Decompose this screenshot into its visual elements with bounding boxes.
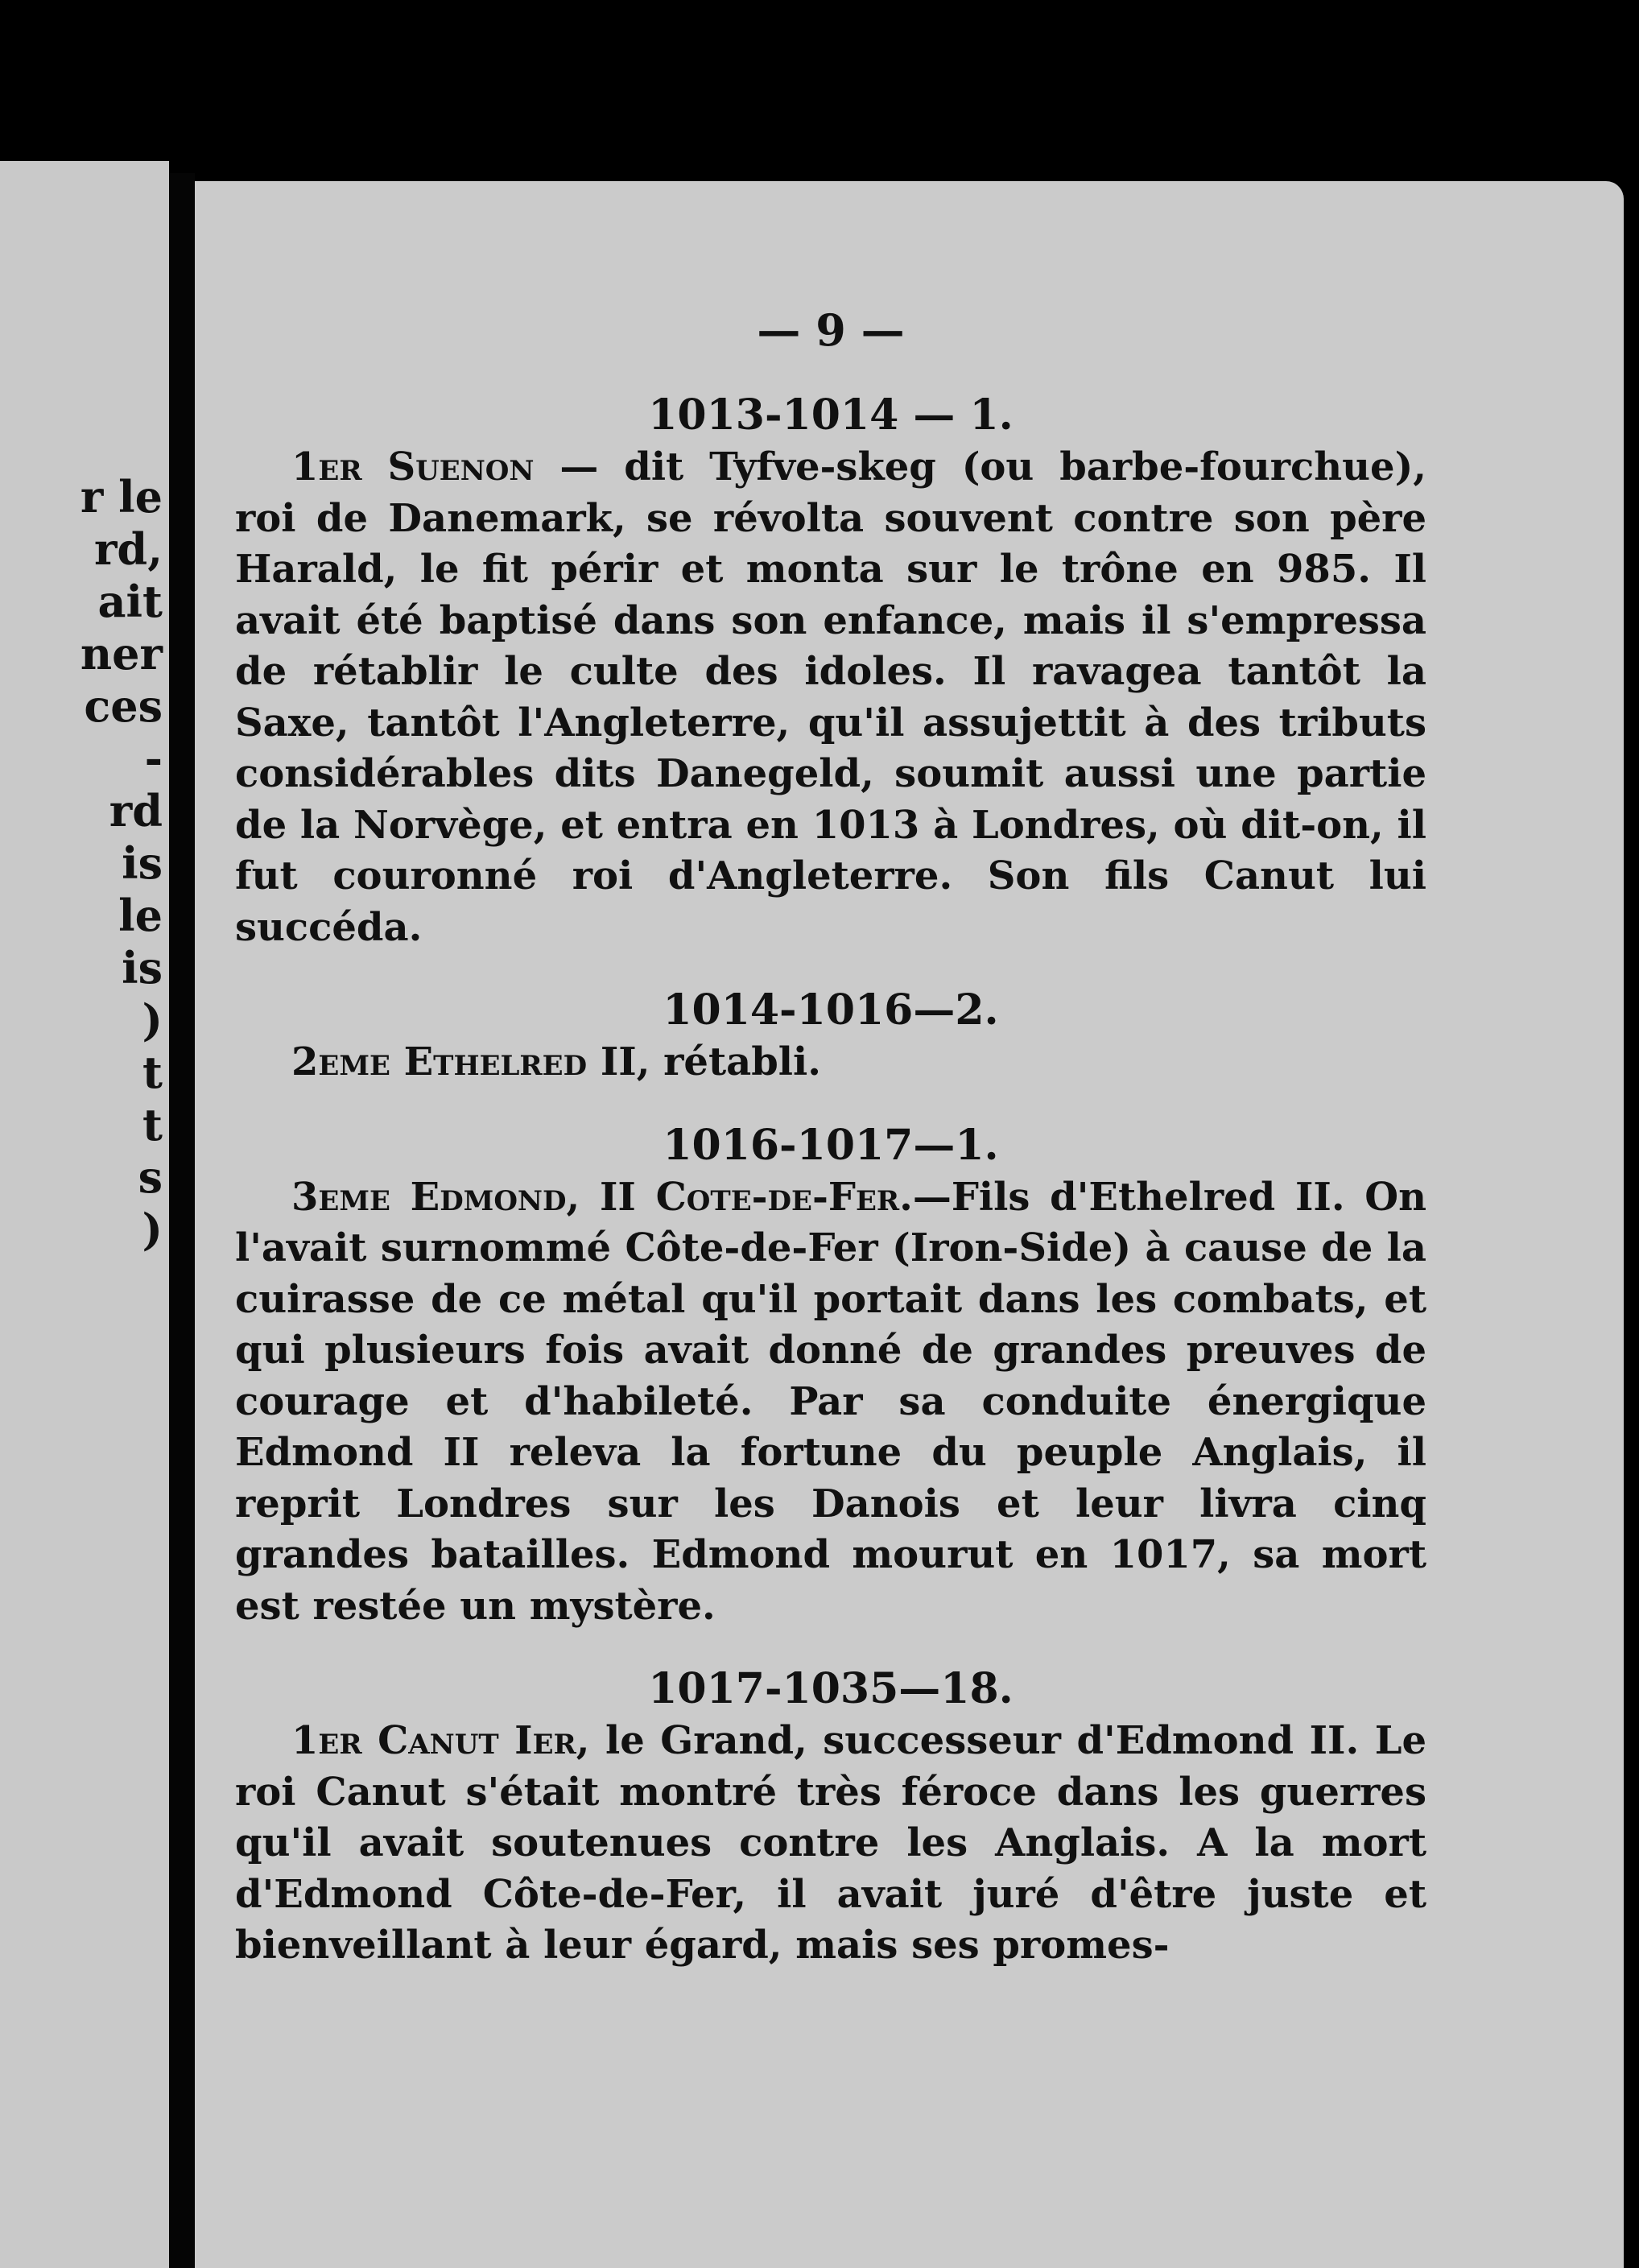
- monarch-name: Ethelred: [403, 1039, 588, 1084]
- left-fragment-line: le: [118, 890, 163, 941]
- book-spine: [169, 173, 195, 2268]
- left-fragment-line: ces: [84, 680, 163, 732]
- reign-years: 1014-1016—2.: [663, 985, 999, 1035]
- monarch-name-extra: II: [599, 1174, 636, 1220]
- reign-years: 1013-1014 — 1.: [648, 390, 1014, 440]
- monarch-name: Edmond,: [410, 1174, 580, 1220]
- monarch-ordinal: 3eme: [291, 1174, 390, 1220]
- monarch-ordinal: 1er: [291, 444, 362, 490]
- left-fragment-line: t: [142, 1047, 163, 1098]
- entry-body: le Grand, successeur d'Edmond II. Le roi Canut s'était montré très féroce dans les guerres qu'il avait soutenues contre les Anglais. A la mort d'Edmond Côte-de-Fer, il avait juré d'être juste et bienveillant à leur égard, mais ses promes-: [235, 1718, 1426, 1968]
- monarch-epithet: Cote-de-Fer.: [655, 1174, 913, 1220]
- monarch-name: Suenon —: [387, 444, 599, 490]
- reign-entry: [235, 984, 1426, 1089]
- left-fragment-line: r le: [80, 471, 163, 523]
- entry-body: dit Tyfve-skeg (ou barbe-fourchue), roi de Danemark, se révolta souvent contre son père Harald, le fit périr et monta sur le trône en 985. Il avait été baptisé dans son enfance, mais il s'empressa de rétablir le culte des idoles. Il ravagea tantôt la Saxe, tantôt l'Angleterre, qu'il assujettit à des tributs considérables dits Danegeld, soumit aussi une partie de la Norvège, et entra en 1013 à Londres, où dit-on, il fut couronné roi d'Angleterre. Son fils Canut lui succéda.: [235, 444, 1427, 950]
- left-fragment-line: is: [122, 942, 163, 994]
- entry-text: [235, 442, 1426, 953]
- left-fragment-line: -: [144, 733, 163, 784]
- left-fragment-line: ner: [80, 628, 163, 680]
- reign-entry: [235, 1119, 1426, 1633]
- monarch-ordinal: 1er: [291, 1718, 362, 1763]
- entry-text: [235, 1172, 1426, 1633]
- entry-text: [235, 1037, 1426, 1089]
- reign-years: 1016-1017—1.: [663, 1120, 999, 1170]
- left-fragment-line: ): [142, 994, 163, 1046]
- left-fragment-line: rd: [109, 785, 163, 837]
- left-fragment-line: is: [122, 837, 163, 889]
- main-page: [195, 181, 1624, 2268]
- left-fragment-line: rd,: [93, 523, 163, 575]
- left-fragment-line: t: [142, 1099, 163, 1151]
- left-fragment-line: s: [138, 1151, 163, 1203]
- reign-entry: [235, 1663, 1426, 1972]
- left-page-fragment: [0, 161, 169, 2268]
- entry-body: —Fils d'Ethelred II. On l'avait surnommé Côte-de-Fer (Iron-Side) à cause de la cuirasse de ce métal qu'il portait dans les combats, et qui plusieurs fois avait donné de grandes preuves de courage et d'habileté. Par sa conduite énergique Edmond II releva la fortune du peuple Anglais, il reprit Londres sur les Danois et leur livra cinq grandes batailles. Edmond mourut en 1017, sa mort est restée un mystère.: [235, 1174, 1426, 1629]
- left-page-text-fragments: [81, 471, 163, 1256]
- entry-text: [235, 1716, 1426, 1972]
- left-fragment-line: ): [142, 1204, 163, 1255]
- page-content: [235, 302, 1426, 1972]
- entry-body: II, rétabli.: [600, 1039, 821, 1084]
- monarch-name: Canut Ier,: [378, 1718, 590, 1763]
- reign-years: 1017-1035—18.: [648, 1664, 1014, 1713]
- reign-entry: [235, 389, 1426, 953]
- left-fragment-line: ait: [97, 576, 163, 627]
- monarch-ordinal: 2eme: [291, 1039, 390, 1084]
- page-number: — 9 —: [757, 304, 905, 356]
